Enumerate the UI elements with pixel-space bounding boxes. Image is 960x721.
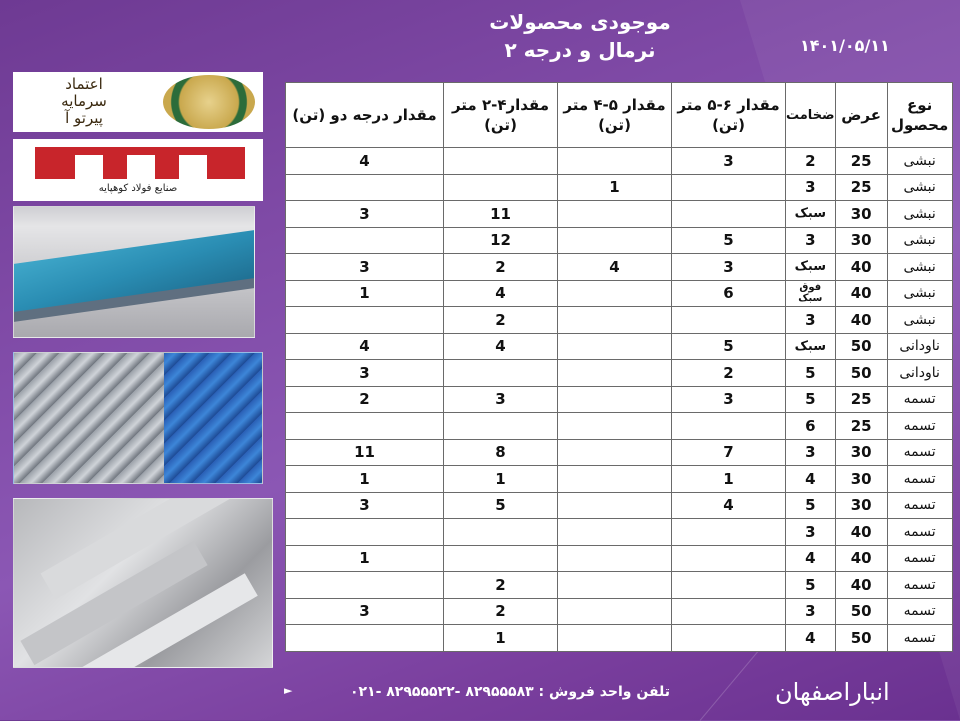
cell-grade-two: 2 [286,386,444,413]
column-header-product-type: نوع محصول [887,83,952,148]
cell-qty-4-2m [444,360,558,387]
table-row [286,360,953,387]
cell-qty-5-4m [558,545,672,572]
table-row [286,519,953,546]
table-row [286,174,953,201]
emblem-icon [163,75,255,129]
cell-qty-5-4m [558,598,672,625]
cell-width: 40 [835,545,887,572]
cell-thickness: 5 [786,572,836,599]
cell-qty-6-5m: 7 [672,439,786,466]
cell-qty-4-2m [444,148,558,175]
cell-width: 50 [835,333,887,360]
cell-qty-6-5m [672,201,786,228]
cell-qty-6-5m: 5 [672,333,786,360]
cell-grade-two [286,227,444,254]
cell-thickness: 5 [786,360,836,387]
cell-qty-5-4m [558,360,672,387]
table-row [286,148,953,175]
cell-width: 40 [835,307,887,334]
cell-product-type: ناودانی [887,333,952,360]
cell-thickness: سبک [786,254,836,281]
cell-grade-two: 3 [286,254,444,281]
cell-qty-5-4m [558,492,672,519]
cell-product-type: تسمه [887,386,952,413]
cell-thickness: 3 [786,307,836,334]
cell-width: 50 [835,625,887,652]
logo-text-line: پیرتو آ [65,109,103,127]
cell-qty-6-5m: 3 [672,386,786,413]
cell-width: 30 [835,201,887,228]
cell-grade-two [286,413,444,440]
cell-qty-5-4m: 4 [558,254,672,281]
cell-product-type: نبشی [887,307,952,334]
table-row [286,598,953,625]
cell-grade-two: 1 [286,280,444,307]
cell-qty-4-2m [444,545,558,572]
cell-qty-4-2m: 2 [444,254,558,281]
cell-product-type: تسمه [887,625,952,652]
cell-thickness: 3 [786,519,836,546]
cell-thickness: 3 [786,439,836,466]
koohpayeh-steel-logo [13,139,263,201]
column-header-grade-two: مقدار درجه دو (تن) [286,83,444,148]
cell-qty-6-5m: 2 [672,360,786,387]
cell-product-type: تسمه [887,545,952,572]
cell-qty-4-2m [444,519,558,546]
etemad-sarmayeh-logo [13,72,263,132]
cell-qty-6-5m [672,174,786,201]
cell-qty-5-4m [558,572,672,599]
cell-qty-4-2m: 8 [444,439,558,466]
cell-qty-6-5m [672,545,786,572]
column-header-qty-4-2m: مقدار۴-۲ متر (تن) [444,83,558,148]
cell-qty-4-2m: 2 [444,307,558,334]
table-row [286,201,953,228]
cell-width: 40 [835,572,887,599]
title-line-1: موجودی محصولات [489,10,671,34]
table-row [286,386,953,413]
cell-width: 25 [835,413,887,440]
bullet-arrow-icon: ► [284,684,293,697]
cell-qty-4-2m: 4 [444,280,558,307]
cell-thickness: 3 [786,174,836,201]
flat-bar-photo [13,206,255,338]
cell-grade-two [286,572,444,599]
cell-qty-5-4m [558,625,672,652]
cell-qty-5-4m [558,307,672,334]
logo-text [19,76,149,127]
cell-product-type: تسمه [887,466,952,493]
cell-qty-4-2m: 2 [444,572,558,599]
cell-product-type: نبشی [887,227,952,254]
title-line-2: نرمال و درجه ۲ [504,38,656,62]
cell-grade-two: 4 [286,333,444,360]
cell-thickness: 5 [786,386,836,413]
cell-grade-two [286,625,444,652]
cell-grade-two [286,174,444,201]
logo-text-line: اعتماد [65,75,103,93]
cell-product-type: تسمه [887,492,952,519]
table-row [286,545,953,572]
table-row [286,254,953,281]
cell-qty-4-2m: 2 [444,598,558,625]
cell-qty-4-2m [444,413,558,440]
cell-thickness: 2 [786,148,836,175]
cell-qty-5-4m [558,519,672,546]
cell-grade-two [286,519,444,546]
cell-product-type: نبشی [887,148,952,175]
table-row [286,333,953,360]
table-row [286,572,953,599]
cell-product-type: نبشی [887,201,952,228]
cell-width: 50 [835,598,887,625]
cell-thickness: 4 [786,545,836,572]
cell-product-type: نبشی [887,280,952,307]
column-header-qty-5-4m: مقدار ۵-۴ متر (تن) [558,83,672,148]
inventory-rows [286,148,953,652]
steel-logo-icon [35,147,245,179]
cell-grade-two: 1 [286,545,444,572]
cell-grade-two: 11 [286,439,444,466]
cell-thickness: 4 [786,466,836,493]
cell-product-type: نبشی [887,254,952,281]
table-row [286,625,953,652]
column-header-width: عرض [835,83,887,148]
cell-qty-4-2m [444,174,558,201]
cell-width: 40 [835,519,887,546]
cell-qty-6-5m: 3 [672,148,786,175]
cell-thickness: سبک [786,201,836,228]
cell-qty-5-4m [558,227,672,254]
cell-qty-5-4m: 1 [558,174,672,201]
cell-qty-6-5m [672,625,786,652]
cell-product-type: نبشی [887,174,952,201]
sales-phone: تلفن واحد فروش : ۸۲۹۵۵۵۸۳ -۸۲۹۵۵۵۲۲ -۰۲۱ [349,684,670,700]
cell-qty-4-2m: 1 [444,466,558,493]
logo-caption: صنایع فولاد کوهپایه [98,183,178,194]
table-row [286,307,953,334]
cell-width: 40 [835,254,887,281]
cell-thickness: 4 [786,625,836,652]
cell-qty-4-2m: 12 [444,227,558,254]
cell-qty-4-2m: 1 [444,625,558,652]
table-row [286,413,953,440]
cell-qty-5-4m [558,148,672,175]
cell-width: 50 [835,360,887,387]
cell-qty-6-5m [672,413,786,440]
cell-qty-6-5m: 6 [672,280,786,307]
cell-grade-two: 3 [286,598,444,625]
report-date: ۱۴۰۱/۰۵/۱۱ [800,36,890,55]
table-row [286,227,953,254]
cell-qty-4-2m: 11 [444,201,558,228]
cell-thickness: 3 [786,598,836,625]
cell-product-type: تسمه [887,519,952,546]
table-row [286,280,953,307]
cell-qty-5-4m [558,413,672,440]
cell-product-type: ناودانی [887,360,952,387]
cell-qty-6-5m [672,307,786,334]
cell-thickness: 3 [786,227,836,254]
cell-qty-6-5m: 5 [672,227,786,254]
cell-width: 30 [835,227,887,254]
cell-grade-two: 3 [286,492,444,519]
cell-product-type: تسمه [887,413,952,440]
column-header-qty-6-5m: مقدار ۶-۵ متر (تن) [672,83,786,148]
logo-text-line: سرمایه [61,92,107,110]
cell-qty-6-5m [672,572,786,599]
cell-grade-two: 1 [286,466,444,493]
cell-qty-6-5m: 1 [672,466,786,493]
cell-qty-6-5m [672,519,786,546]
table-row [286,439,953,466]
cell-thickness: سبک [786,333,836,360]
cell-qty-5-4m [558,386,672,413]
cell-qty-4-2m: 5 [444,492,558,519]
column-header-thickness: ضخامت [786,83,836,148]
cell-width: 30 [835,492,887,519]
cell-product-type: تسمه [887,572,952,599]
channel-bar-photo [13,498,273,668]
page-title [430,8,730,64]
cell-thickness: 5 [786,492,836,519]
cell-qty-6-5m [672,598,786,625]
cell-qty-5-4m [558,466,672,493]
cell-thickness: فوق سبک [786,280,836,307]
cell-qty-5-4m [558,280,672,307]
cell-product-type: تسمه [887,439,952,466]
cell-width: 30 [835,439,887,466]
cell-grade-two: 4 [286,148,444,175]
inventory-table [285,82,953,652]
cell-qty-4-2m: 3 [444,386,558,413]
cell-grade-two: 3 [286,360,444,387]
angle-bar-photo [13,352,263,484]
cell-width: 25 [835,174,887,201]
cell-grade-two: 3 [286,201,444,228]
cell-qty-5-4m [558,439,672,466]
table-row [286,492,953,519]
cell-thickness: 6 [786,413,836,440]
cell-product-type: تسمه [887,598,952,625]
cell-grade-two [286,307,444,334]
cell-qty-5-4m [558,333,672,360]
cell-width: 25 [835,148,887,175]
cell-width: 40 [835,280,887,307]
table-header-row [286,83,953,148]
cell-qty-6-5m: 3 [672,254,786,281]
warehouse-label: انباراصفهان [775,678,890,706]
cell-qty-5-4m [558,201,672,228]
table-row [286,466,953,493]
cell-qty-4-2m: 4 [444,333,558,360]
cell-width: 30 [835,466,887,493]
cell-qty-6-5m: 4 [672,492,786,519]
cell-width: 25 [835,386,887,413]
